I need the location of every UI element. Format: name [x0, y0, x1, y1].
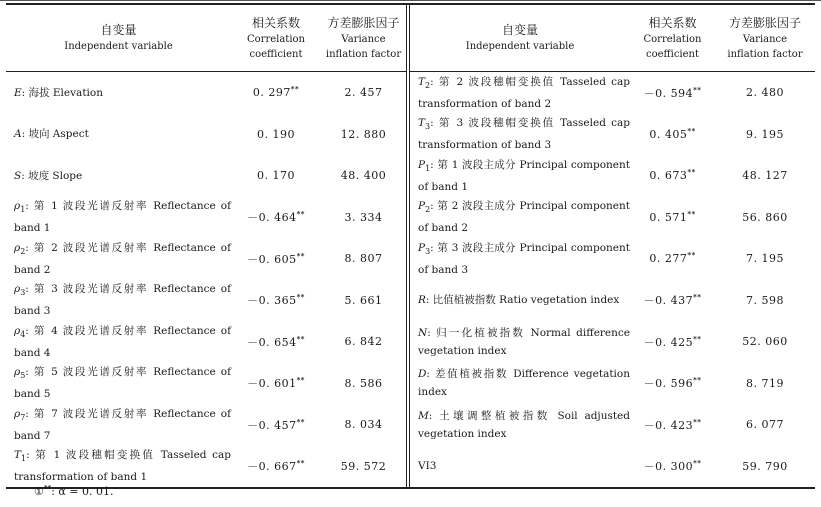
variable-description: : 第 3 波段主成分 Principal component of band 3 [418, 241, 630, 276]
variable-symbol: D [418, 368, 427, 381]
vif-value: 56. 860 [742, 210, 788, 224]
variable-description: : 第 7 波段光谱反射率 Reflectance of band 7 [14, 407, 231, 442]
variable-subscript: 3 [425, 246, 431, 256]
variable-description: : 坡向 Aspect [21, 128, 89, 141]
vif-value: 52. 060 [742, 335, 788, 349]
significance-mark: ** [687, 250, 696, 260]
vif-value: 8. 586 [344, 376, 383, 390]
table-row [410, 404, 815, 446]
vif-value: 6. 842 [344, 335, 383, 349]
variable-symbol: N [418, 326, 428, 339]
correlation-value: －0. 594 [643, 86, 694, 100]
significance-mark: ** [296, 209, 305, 219]
variable-cell [410, 156, 630, 196]
correlation-cell [630, 292, 715, 308]
variable-cell [6, 405, 231, 445]
variable-description: : 第 4 波段光谱反射率 Reflectance of band 4 [14, 324, 231, 359]
table-row [410, 114, 815, 156]
variable-symbol: P [418, 241, 426, 254]
correlation-cell [630, 334, 715, 350]
variable-symbol: ρ [14, 200, 21, 213]
variable-cell [6, 167, 231, 185]
variable-description: : 海拔 Elevation [21, 86, 103, 99]
footnote [34, 485, 114, 498]
variable-cell [410, 73, 630, 113]
significance-mark: ** [687, 126, 696, 136]
table-row [6, 404, 406, 446]
variable-symbol: ρ [14, 366, 21, 379]
variable-description: : 第 2 波段穗帽变换值 Tasseled cap transformation of band 2 [418, 75, 630, 110]
header-variable: 自变量 Independent variable [64, 23, 173, 52]
vif-value: 8. 807 [344, 252, 383, 266]
significance-mark: ** [693, 458, 702, 468]
correlation-value: －0. 300 [643, 460, 694, 474]
variable-description: : 第 3 波段穗帽变换值 Tasseled cap transformation of band 3 [418, 117, 630, 152]
vif-value: 6. 077 [746, 418, 784, 432]
variable-symbol: ρ [14, 324, 21, 337]
footnote-mark: ① [34, 485, 44, 498]
variable-description: : 第 5 波段光谱反射率 Reflectance of band 5 [14, 366, 231, 401]
variable-subscript: 5 [20, 371, 26, 381]
correlation-value: 0. 297 [252, 86, 291, 100]
significance-mark: ** [296, 458, 305, 468]
vif-value: 8. 719 [746, 376, 784, 390]
variable-description: : 归一化植被指数 Normal difference vegetation index [418, 326, 630, 357]
left-table-half [6, 5, 406, 487]
table-row [6, 238, 406, 280]
variable-description: : 第 2 波段光谱反射率 Reflectance of band 2 [14, 241, 231, 276]
correlation-cell [630, 375, 715, 391]
variable-subscript: 1 [21, 454, 27, 464]
correlation-value: －0. 601 [247, 377, 297, 391]
correlation-cell [231, 86, 321, 99]
variable-cell [6, 322, 231, 362]
variable-symbol: R [418, 294, 426, 307]
table-row [6, 363, 406, 405]
table-row [410, 155, 815, 197]
variable-symbol: A [14, 128, 22, 141]
header-correlation: 相关系数 Correlation coefficient [247, 15, 305, 60]
vif-value: 59. 572 [340, 459, 387, 473]
vif-value: 12. 880 [340, 127, 387, 141]
variable-symbol: S [14, 169, 22, 182]
right-table-half [410, 5, 815, 487]
correlation-value: －0. 437 [643, 294, 694, 308]
variable-subscript: 2 [425, 205, 431, 215]
footnote-sig: ** [43, 483, 52, 493]
correlation-cell [231, 292, 321, 308]
vif-value: 5. 661 [344, 293, 383, 307]
significance-mark: ** [693, 334, 702, 344]
variable-subscript: 3 [425, 122, 431, 132]
variable-cell [410, 197, 630, 237]
variable-description: : 第 3 波段光谱反射率 Reflectance of band 3 [14, 283, 231, 318]
variable-cell [410, 457, 630, 475]
table-row [6, 72, 406, 114]
table-row [410, 363, 815, 405]
right-header-row [410, 5, 815, 72]
variable-cell [6, 239, 231, 279]
correlation-cell [231, 251, 321, 267]
variable-cell [410, 114, 630, 154]
vif-value: 48. 127 [742, 169, 788, 183]
variable-symbol: ρ [14, 241, 21, 254]
significance-mark: ** [693, 85, 702, 95]
table-row [410, 238, 815, 280]
variable-description: : 第 1 波段光谱反射率 Reflectance of band 1 [14, 200, 231, 235]
table-row [6, 155, 406, 197]
variable-description: : 坡度 Slope [21, 169, 83, 182]
variable-description: : 土壤调整植被指数 Soil adjusted vegetation index [418, 409, 630, 440]
correlation-value: －0. 457 [247, 418, 297, 432]
correlation-value: －0. 654 [247, 335, 297, 349]
left-table-body [6, 72, 406, 487]
variable-description: : 差值植被指数 Difference vegetation index [418, 368, 630, 399]
footnote-text: : α = 0. 01. [51, 485, 114, 498]
variable-description: : 比值植被指数 Ratio vegetation index [425, 294, 620, 307]
correlation-cell [630, 252, 715, 265]
vif-value: 48. 400 [340, 169, 387, 183]
variable-cell [6, 280, 231, 320]
variable-subscript: 1 [425, 163, 431, 173]
vif-value: 2. 457 [344, 86, 383, 100]
table-row [410, 72, 815, 114]
variable-symbol: P [418, 200, 426, 213]
correlation-value: －0. 425 [643, 335, 694, 349]
table-row [6, 197, 406, 239]
table-bottom-rule [6, 487, 815, 489]
significance-mark: ** [290, 84, 300, 94]
correlation-value: －0. 667 [247, 460, 297, 474]
correlation-cell [630, 211, 715, 224]
header-vif: 方差膨胀因子 Variance inflation factor [325, 15, 402, 60]
vif-value: 8. 034 [344, 418, 383, 432]
significance-mark: ** [296, 375, 305, 385]
variable-symbol: T [418, 117, 426, 130]
significance-mark: ** [296, 334, 305, 344]
vif-value: 3. 334 [344, 210, 383, 224]
variable-symbol: T [418, 75, 426, 88]
variable-subscript: 7 [20, 412, 26, 422]
correlation-value: 0. 170 [257, 169, 295, 183]
significance-mark: ** [296, 292, 305, 302]
correlation-value: －0. 365 [247, 294, 297, 308]
vif-value: 7. 195 [746, 252, 784, 266]
correlation-cell [231, 209, 321, 225]
correlation-cell [231, 458, 321, 474]
variable-cell [6, 363, 231, 403]
variable-description: : 第 1 波段穗帽变换值 Tasseled cap transformation of band 1 [14, 449, 231, 484]
correlation-value: －0. 596 [643, 377, 694, 391]
variable-symbol: ρ [14, 283, 21, 296]
correlation-value: 0. 277 [649, 252, 688, 266]
table-row [410, 446, 815, 488]
table-row [6, 280, 406, 322]
correlation-cell [630, 85, 715, 101]
correlation-cell [231, 417, 321, 433]
top-edge-rule [0, 0, 821, 1]
variable-subscript: 3 [20, 288, 26, 298]
table-row [410, 321, 815, 363]
correlation-cell [231, 169, 321, 182]
correlation-cell [630, 169, 715, 182]
vif-value: 2. 480 [746, 86, 784, 100]
correlation-value: －0. 605 [247, 252, 297, 266]
header-vif: 方差膨胀因子 Variance inflation factor [727, 15, 803, 60]
vif-value: 9. 195 [746, 127, 784, 141]
significance-mark: ** [296, 417, 305, 427]
correlation-value: 0. 190 [257, 127, 295, 141]
variable-cell [410, 291, 630, 309]
variable-symbol: ρ [14, 407, 21, 420]
vif-value: 7. 598 [746, 293, 784, 307]
correlation-cell [231, 128, 321, 141]
variable-cell [6, 125, 231, 143]
significance-mark: ** [687, 167, 696, 177]
correlation-cell [231, 334, 321, 350]
correlation-value: 0. 571 [649, 210, 688, 224]
data-table [6, 3, 815, 489]
significance-mark: ** [693, 292, 702, 302]
significance-mark: ** [693, 375, 702, 385]
correlation-value: 0. 405 [649, 127, 688, 141]
variable-subscript: 2 [425, 80, 431, 90]
table-row [6, 446, 406, 488]
correlation-value: 0. 673 [649, 169, 688, 183]
variable-description: : 第 1 波段主成分 Principal component of band 1 [418, 158, 630, 193]
left-header-row [6, 5, 406, 72]
correlation-value: －0. 423 [643, 418, 694, 432]
variable-subscript: 2 [20, 246, 26, 256]
variable-description: : 第 2 波段主成分 Principal component of band 2 [418, 200, 630, 235]
variable-cell [6, 197, 231, 237]
variable-cell [6, 84, 231, 102]
correlation-cell [630, 417, 715, 433]
variable-symbol: T [14, 449, 22, 462]
right-table-body [410, 72, 815, 487]
correlation-cell [630, 458, 715, 474]
variable-subscript: 4 [20, 329, 26, 339]
variable-cell [6, 446, 231, 486]
significance-mark: ** [693, 417, 702, 427]
table-row [6, 114, 406, 156]
correlation-cell [630, 128, 715, 141]
variable-cell [410, 239, 630, 279]
header-correlation: 相关系数 Correlation coefficient [643, 15, 702, 60]
table-row [410, 197, 815, 239]
table-row [410, 280, 815, 322]
significance-mark: ** [296, 251, 305, 261]
variable-symbol: M [418, 409, 429, 422]
correlation-value: －0. 464 [247, 211, 297, 225]
variable-cell [410, 365, 630, 401]
table-row [6, 321, 406, 363]
variable-symbol: P [418, 158, 426, 171]
correlation-cell [231, 375, 321, 391]
header-variable: 自变量 Independent variable [465, 23, 575, 52]
variable-cell [410, 407, 630, 443]
variable-cell [410, 324, 630, 360]
variable-symbol: VI3 [418, 460, 437, 473]
vif-value: 59. 790 [742, 459, 788, 473]
variable-symbol: E [14, 86, 22, 99]
variable-subscript: 1 [20, 205, 26, 215]
significance-mark: ** [687, 209, 696, 219]
